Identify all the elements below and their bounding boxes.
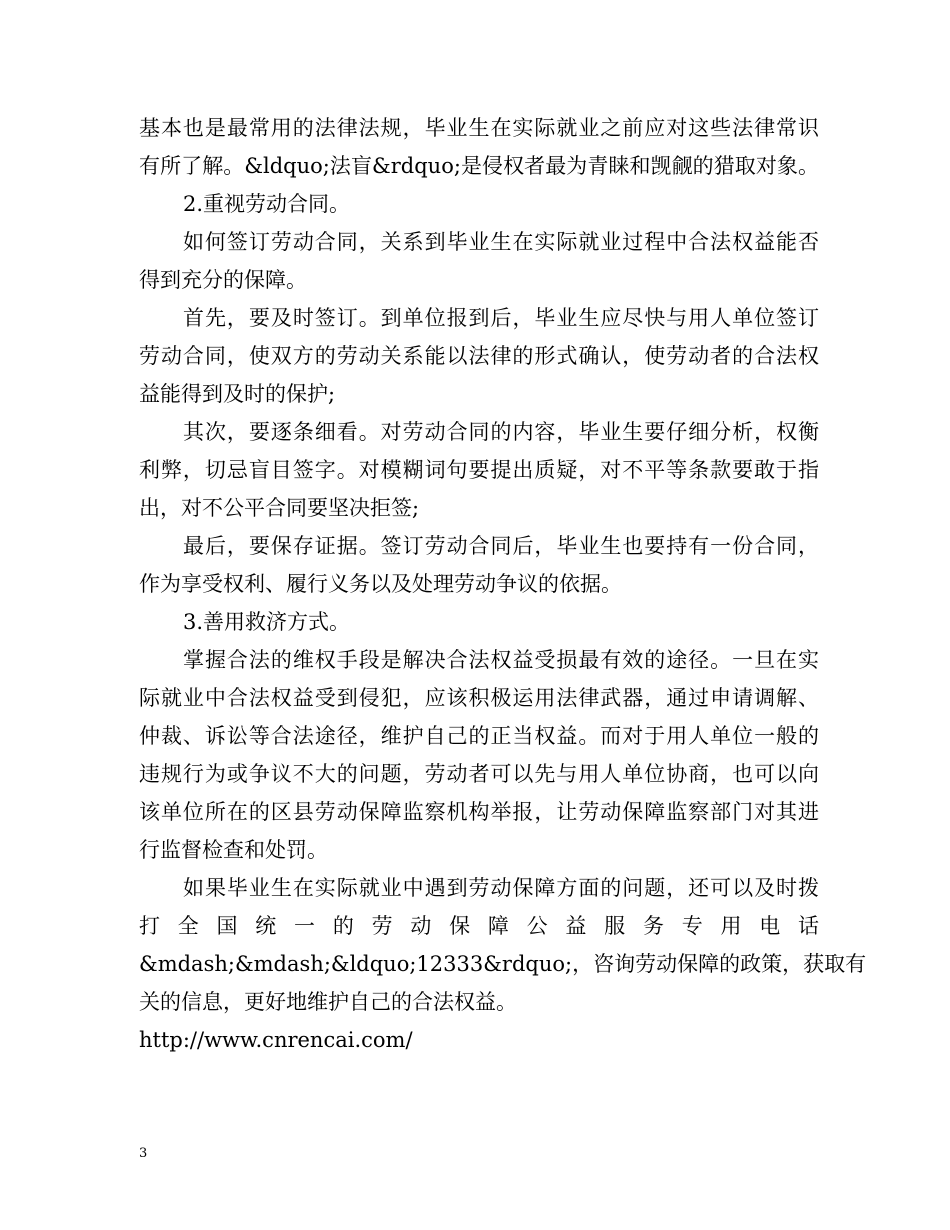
body-text-line: 如果毕业生在实际就业中遇到劳动保障方面的问题，还可以及时拨 <box>183 876 819 900</box>
body-text-line: 其次，要逐条细看。对劳动合同的内容，毕业生要仔细分析，权衡 <box>183 420 819 444</box>
body-text-line: 利弊，切忌盲目签字。对模糊词句要提出质疑，对不平等条款要敢于指 <box>139 458 819 482</box>
source-url: http://www.cnrencai.com/ <box>139 1028 413 1052</box>
body-text-line: 有所了解。&ldquo;法盲&rdquo;是侵权者最为青睐和觊觎的猎取对象。 <box>139 154 819 178</box>
body-text-line: 行监督检查和处罚。 <box>139 838 328 862</box>
body-text-line: 掌握合法的维权手段是解决合法权益受损最有效的途径。一旦在实 <box>183 648 819 672</box>
body-text-line: 如何签订劳动合同，关系到毕业生在实际就业过程中合法权益能否 <box>183 230 819 254</box>
body-text-line: 作为享受权利、履行义务以及处理劳动争议的依据。 <box>139 572 622 596</box>
body-text-line: 打全国统一的劳动保障公益服务专用电话 <box>139 914 819 938</box>
body-text-line: &mdash;&mdash;&ldquo;12333&rdquo;，咨询劳动保障的政策，获取有 <box>139 952 867 976</box>
section-heading: 3.善用救济方式。 <box>183 610 351 634</box>
body-text-line: 最后，要保存证据。签订劳动合同后，毕业生也要持有一份合同， <box>183 534 819 558</box>
body-text-line: 得到充分的保障。 <box>139 268 307 292</box>
body-text-line: 关的信息，更好地维护自己的合法权益。 <box>139 990 517 1014</box>
body-text-line: 该单位所在的区县劳动保障监察机构举报，让劳动保障监察部门对其进 <box>139 800 819 824</box>
body-text-line: 违规行为或争议不大的问题，劳动者可以先与用人单位协商，也可以向 <box>139 762 819 786</box>
body-text-line: 际就业中合法权益受到侵犯，应该积极运用法律武器，通过申请调解、 <box>139 686 819 710</box>
body-text-line: 仲裁、诉讼等合法途径，维护自己的正当权益。而对于用人单位一般的 <box>139 724 819 748</box>
body-text-line: 基本也是最常用的法律法规，毕业生在实际就业之前应对这些法律常识 <box>139 116 819 140</box>
section-heading: 2.重视劳动合同。 <box>183 192 351 216</box>
body-text-line: 首先，要及时签订。到单位报到后，毕业生应尽快与用人单位签订 <box>183 306 819 330</box>
page-number: 3 <box>139 1146 148 1161</box>
body-text-line: 出，对不公平合同要坚决拒签; <box>139 496 420 520</box>
body-text-line: 劳动合同，使双方的劳动关系能以法律的形式确认，使劳动者的合法权 <box>139 344 819 368</box>
body-text-line: 益能得到及时的保护; <box>139 382 336 406</box>
